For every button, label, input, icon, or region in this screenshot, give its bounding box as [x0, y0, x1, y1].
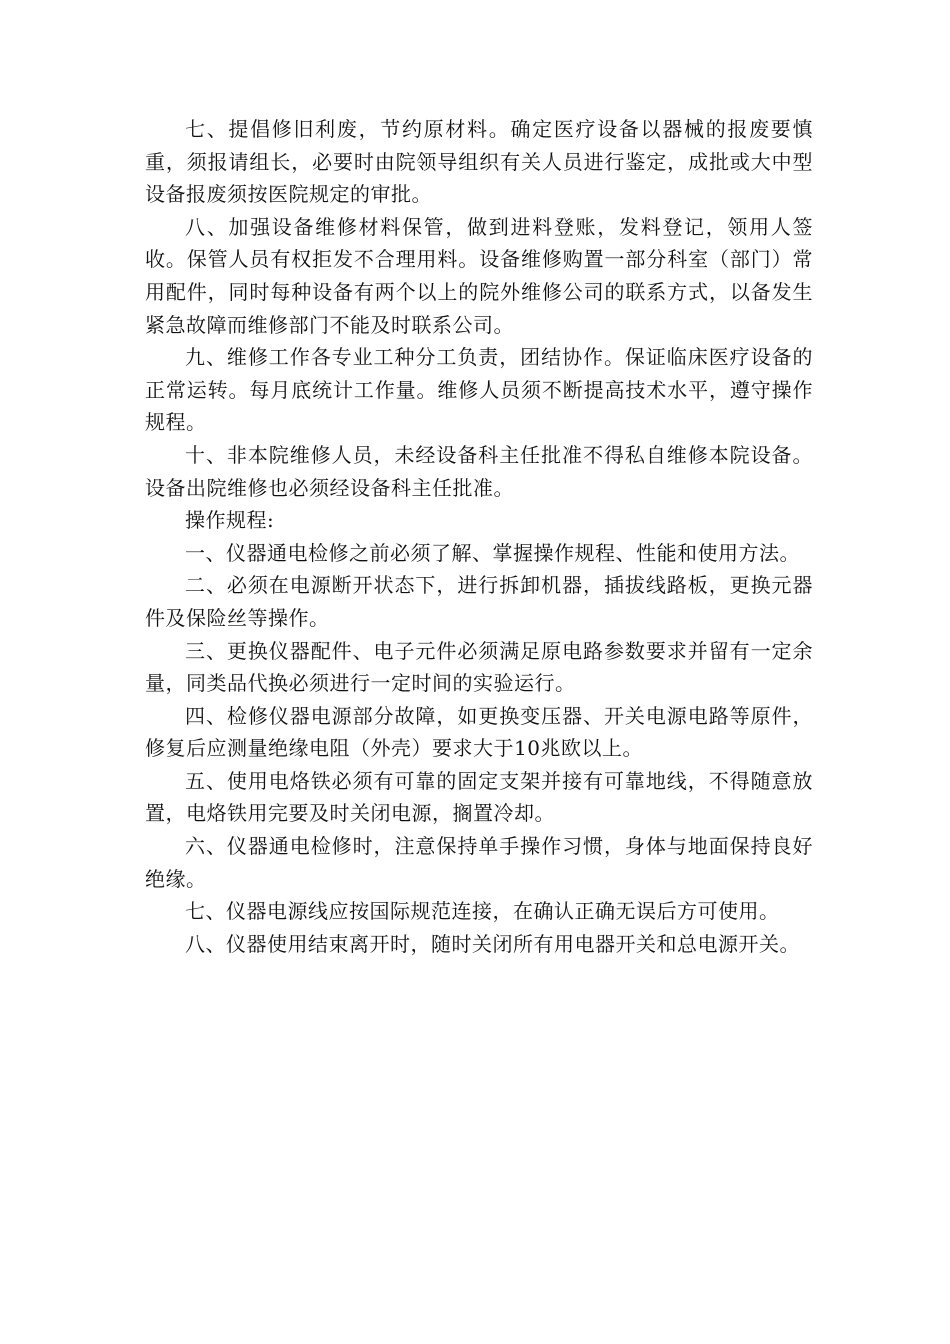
- procedure-item-5: 五、使用电烙铁必须有可靠的固定支架并接有可靠地线，不得随意放置，电烙铁用完要及时关闭电源，搁置冷却。: [145, 768, 813, 826]
- procedure-item-7: 七、仪器电源线应按国际规范连接，在确认正确无误后方可使用。: [185, 899, 780, 924]
- procedure-item-8: 八、仪器使用结束离开时，随时关闭所有用电器开关和总电源开关。: [185, 931, 800, 956]
- procedure-item-3: 三、更换仪器配件、电子元件必须满足原电路参数要求并留有一定余量，同类品代换必须进行一定时间的实验运行。: [145, 638, 813, 696]
- rule-paragraph-10: 十、非本院维修人员，未经设备科主任批准不得私自维修本院设备。设备出院维修也必须经设备科主任批准。: [145, 442, 813, 500]
- procedures-heading: 操作规程:: [185, 508, 275, 533]
- rule-paragraph-8: 八、加强设备维修材料保管，做到进料登账，发料登记，领用人签收。保管人员有权拒发不合理用料。设备维修购置一部分科室（部门）常用配件，同时每种设备有两个以上的院外维修公司的联系方式，以备发生紧急故障而维修部门不能及时联系公司。: [145, 214, 813, 337]
- procedure-item-1: 一、仪器通电检修之前必须了解、掌握操作规程、性能和使用方法。: [185, 540, 800, 565]
- rule-paragraph-7: 七、提倡修旧利废，节约原材料。确定医疗设备以器械的报废要慎重，须报请组长，必要时由院领导组织有关人员进行鉴定，成批或大中型设备报废须按医院规定的审批。: [145, 117, 813, 207]
- procedure-item-4: 四、检修仪器电源部分故障，如更换变压器、开关电源电路等原件，修复后应测量绝缘电阻（外壳）要求大于10兆欧以上。: [145, 703, 813, 761]
- document-body: [145, 113, 813, 960]
- rule-paragraph-9: 九、维修工作各专业工种分工负责，团结协作。保证临床医疗设备的正常运转。每月底统计工作量。维修人员须不断提高技术水平，遵守操作规程。: [145, 345, 813, 435]
- procedure-item-6: 六、仪器通电检修时，注意保持单手操作习惯，身体与地面保持良好绝缘。: [145, 834, 813, 891]
- procedure-item-2: 二、必须在电源断开状态下，进行拆卸机器，插拔线路板，更换元器件及保险丝等操作。: [145, 573, 813, 630]
